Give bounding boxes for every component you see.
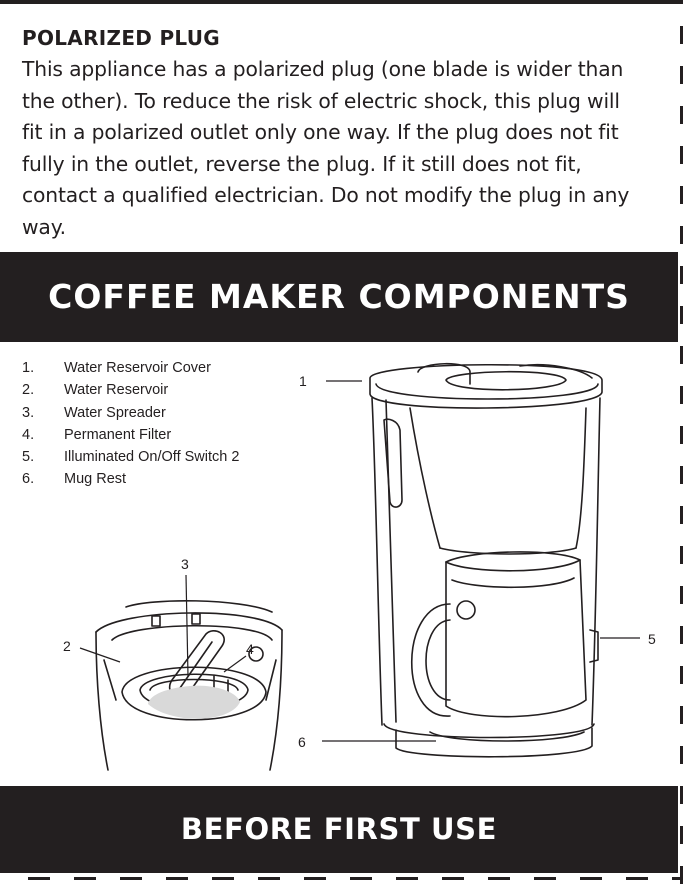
polarized-plug-text: This appliance has a polarized plug (one blade is wider than the other). To reduce the risk of electric shock, this plug will fit in a polarized outlet only one way. If the plug does not fit fully in the outlet, reverse the plug. If it still does not fit, contact a qualified electrician. Do not modify the plug in any way. <box>22 57 630 239</box>
reservoir-detail-drawing <box>96 601 282 770</box>
item-number: 6. <box>22 471 35 488</box>
filter-mesh <box>148 686 240 719</box>
bottom-trim-marks <box>0 873 683 881</box>
components-heading: COFFEE MAKER COMPONENTS <box>0 252 678 342</box>
right-trim-marks <box>678 0 683 881</box>
item-label: Water Reservoir <box>64 382 169 399</box>
item-label: Permanent Filter <box>64 426 172 443</box>
callout-5: 5 <box>648 631 656 647</box>
polarized-plug-heading: POLARIZED PLUG <box>22 26 220 50</box>
trim-mark <box>534 877 556 880</box>
trim-mark <box>258 877 280 880</box>
top-rule <box>0 0 683 4</box>
leader-2 <box>80 648 120 662</box>
trim-mark <box>350 877 372 880</box>
leader-4 <box>224 656 246 672</box>
coffee-maker-drawing <box>370 364 602 757</box>
item-label: Water Reservoir Cover <box>64 360 211 376</box>
callout-4: 4 <box>246 641 254 657</box>
item-number: 1. <box>22 360 35 376</box>
trim-mark <box>212 877 234 880</box>
callout-1: 1 <box>299 373 307 389</box>
trim-mark <box>74 877 96 880</box>
trim-mark <box>442 877 464 880</box>
item-number: 3. <box>22 404 35 421</box>
before-first-use-heading: BEFORE FIRST USE <box>0 786 678 873</box>
trim-mark <box>488 877 510 880</box>
item-number: 4. <box>22 426 35 443</box>
item-label: Mug Rest <box>64 471 127 488</box>
item-number: 2. <box>22 382 35 399</box>
item-number: 5. <box>22 449 35 466</box>
trim-mark <box>28 877 50 880</box>
trim-mark <box>304 877 326 880</box>
trim-mark <box>626 877 648 880</box>
callout-3: 3 <box>181 556 189 572</box>
trim-mark <box>396 877 418 880</box>
polarized-plug-section <box>22 24 642 243</box>
trim-mark <box>672 877 683 880</box>
item-label: Water Spreader <box>64 404 166 421</box>
trim-mark <box>580 877 602 880</box>
item-label: Illuminated On/Off Switch 2 <box>64 449 240 466</box>
callout-6: 6 <box>298 734 306 750</box>
trim-mark <box>120 877 142 880</box>
components-illustration <box>0 342 683 786</box>
callout-2: 2 <box>63 638 71 654</box>
trim-mark <box>166 877 188 880</box>
